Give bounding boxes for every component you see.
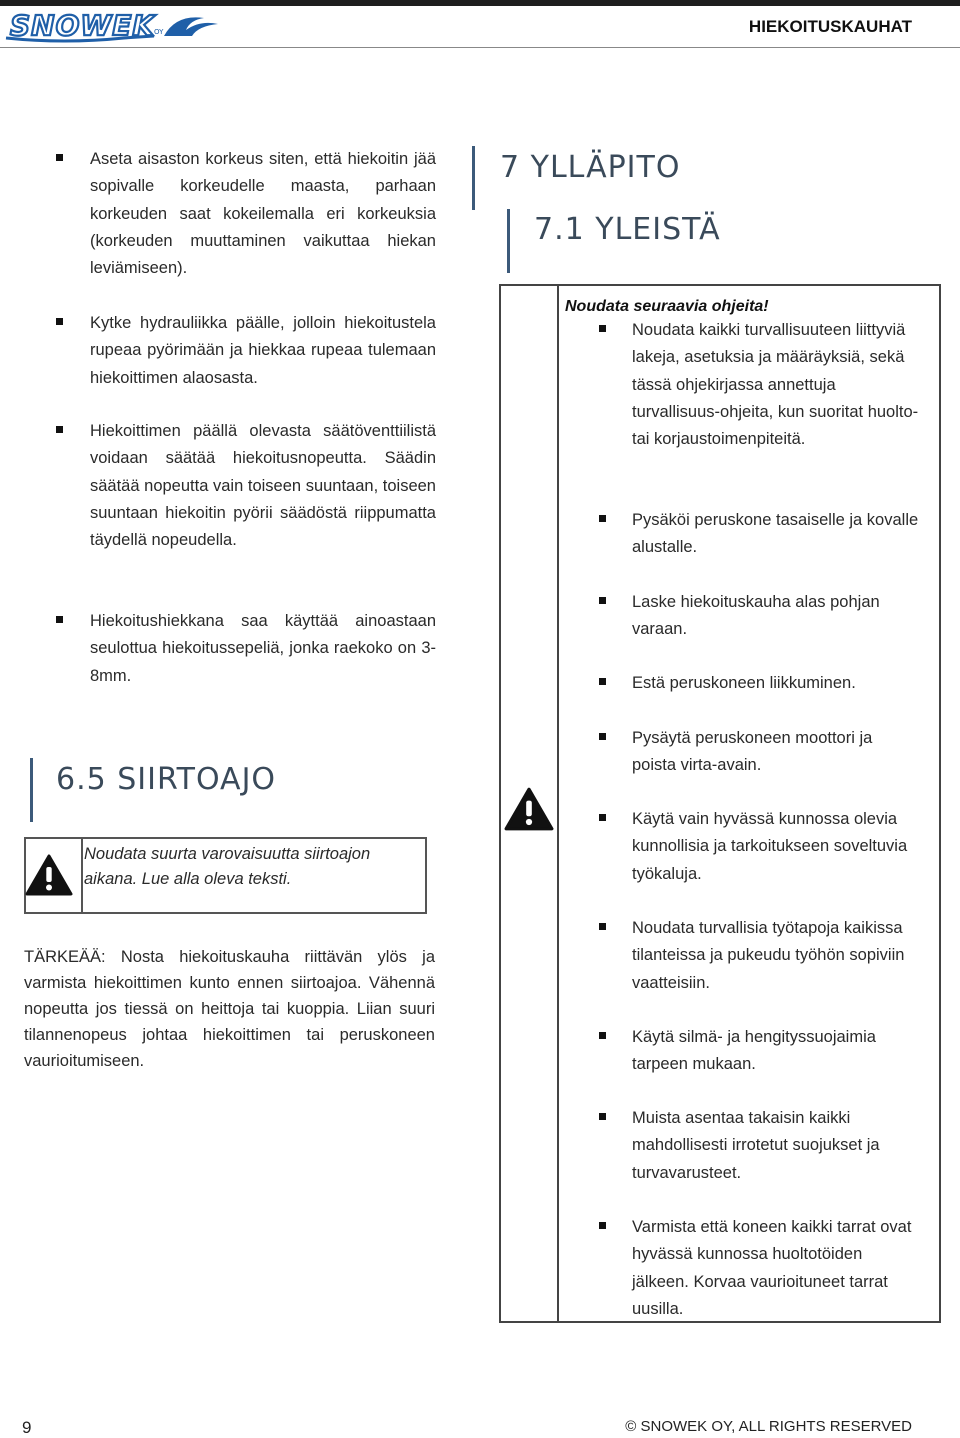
- list-item: [599, 507, 919, 562]
- list-item-text: Pysäytä peruskoneen moottori ja poista virta-avain.: [632, 729, 873, 775]
- list-item: [56, 608, 436, 690]
- page-number: 9: [22, 1418, 32, 1437]
- square-bullet-icon: [56, 426, 63, 433]
- box-divider: [557, 286, 559, 1321]
- list-item-text: Aseta aisaston korkeus siten, että hiekoitin jää sopivalle korkeudelle maasta, parhaan korkeuden saat kokeilemalla eri korkeuksia (korkeuden muuttaminen vaikuttaa hiekan leviämiseen).: [90, 150, 436, 278]
- section-heading: 6.5 SIIRTOAJO: [56, 762, 277, 797]
- square-bullet-icon: [599, 1222, 606, 1229]
- square-bullet-icon: [599, 515, 606, 522]
- square-bullet-icon: [599, 733, 606, 740]
- square-bullet-icon: [599, 1032, 606, 1039]
- list-item: [599, 589, 919, 644]
- list-item-text: Varmista että koneen kaikki tarrat ovat hyvässä kunnossa huoltotöiden jälkeen. Korvaa vaurioituneet tarrat uusilla.: [632, 1218, 912, 1318]
- chapter-heading: 7 YLLÄPITO: [500, 150, 681, 185]
- snowek-logo: [4, 8, 224, 44]
- list-item: [56, 146, 436, 282]
- list-item-text: Noudata kaikki turvallisuuteen liittyviä lakeja, asetuksia ja määräyksiä, sekä tässä ohjekirjassa annettuja turvallisuus-ohjeita, kun suoritat huolto- tai korjaustoimenpiteitä.: [632, 321, 919, 449]
- list-item-text: Muista asentaa takaisin kaikki mahdollisesti irrotetut suojukset ja turvavarusteet.: [632, 1109, 880, 1182]
- list-item: [56, 310, 436, 392]
- list-item: [599, 317, 919, 453]
- list-item-text: Noudata turvallisia työtapoja kaikissa tilanteissa ja pukeudu työhön sopiviin vaatteisiin.: [632, 919, 905, 992]
- list-item-text: Laske hiekoituskauha alas pohjan varaan.: [632, 593, 880, 639]
- list-item-text: Kytke hydrauliikka päälle, jolloin hiekoitustela rupeaa pyörimään ja hiekkaa rupeaa tulemaan hiekoittimen alaosasta.: [90, 314, 436, 387]
- header-rule: [0, 0, 960, 6]
- heading-accent-bar: [507, 209, 510, 273]
- warning-box-divider: [81, 839, 83, 912]
- box-title: Noudata seuraavia ohjeita!: [565, 298, 769, 315]
- list-item: [599, 670, 919, 697]
- list-item-text: Käytä vain hyvässä kunnossa olevia kunnollisia ja tarkoitukseen soveltuvia työkaluja.: [632, 810, 908, 883]
- section-heading: 7.1 YLEISTÄ: [534, 212, 721, 247]
- list-item: [599, 915, 934, 997]
- logo-text: SNOWEK: [10, 9, 156, 42]
- heading-accent-bar: [30, 758, 33, 822]
- square-bullet-icon: [56, 154, 63, 161]
- square-bullet-icon: [599, 325, 606, 332]
- important-note: TÄRKEÄÄ: Nosta hiekoituskauha riittävän ylös ja varmista hiekoittimen kunto ennen siirtoajoa. Vähennä nopeutta jos tiessä on heittoja tai kuoppia. Liian suuri tilannenopeus johtaa hiekoittimen tai peruskoneen vaurioitumiseen.: [24, 948, 435, 1070]
- heading-accent-bar: [472, 146, 475, 210]
- list-item-text: Hiekoitushiekkana saa käyttää ainoastaan seulottua hiekoitussepeliä, jonka raekoko on 3-8mm.: [90, 612, 436, 685]
- square-bullet-icon: [599, 1113, 606, 1120]
- list-item: [56, 418, 436, 554]
- warning-box-text: Noudata suurta varovaisuutta siirtoajon aikana. Lue alla oleva teksti.: [84, 845, 371, 888]
- square-bullet-icon: [599, 814, 606, 821]
- warning-triangle-icon: [25, 853, 73, 897]
- logo-suffix: OY: [154, 28, 164, 36]
- warning-box: [24, 837, 427, 914]
- list-item-text: Estä peruskoneen liikkuminen.: [632, 674, 856, 692]
- list-item-text: Käytä silmä- ja hengityssuojaimia tarpeen mukaan.: [632, 1028, 876, 1074]
- list-item: [599, 1024, 919, 1079]
- warning-triangle-icon: [504, 786, 554, 832]
- document-title: HIEKOITUSKAUHAT: [748, 17, 912, 36]
- square-bullet-icon: [56, 318, 63, 325]
- copyright-notice: © SNOWEK OY, ALL RIGHTS RESERVED: [625, 1418, 912, 1435]
- square-bullet-icon: [599, 923, 606, 930]
- square-bullet-icon: [599, 597, 606, 604]
- list-item: [599, 725, 919, 780]
- square-bullet-icon: [56, 616, 63, 623]
- list-item: [599, 1105, 919, 1187]
- list-item: [599, 1214, 919, 1323]
- list-item: [599, 806, 919, 888]
- list-item-text: Pysäköi peruskone tasaiselle ja kovalle alustalle.: [632, 511, 919, 557]
- square-bullet-icon: [599, 678, 606, 685]
- list-item-text: Hiekoittimen päällä olevasta säätöventtiilistä voidaan säätää hiekoitusnopeutta. Säädin säätää nopeutta vain toiseen suuntaan, toiseen suuntaan hiekoitin pyörii säädöstä riippumatta täydellä nopeudella.: [90, 422, 436, 550]
- header-divider: [0, 47, 960, 48]
